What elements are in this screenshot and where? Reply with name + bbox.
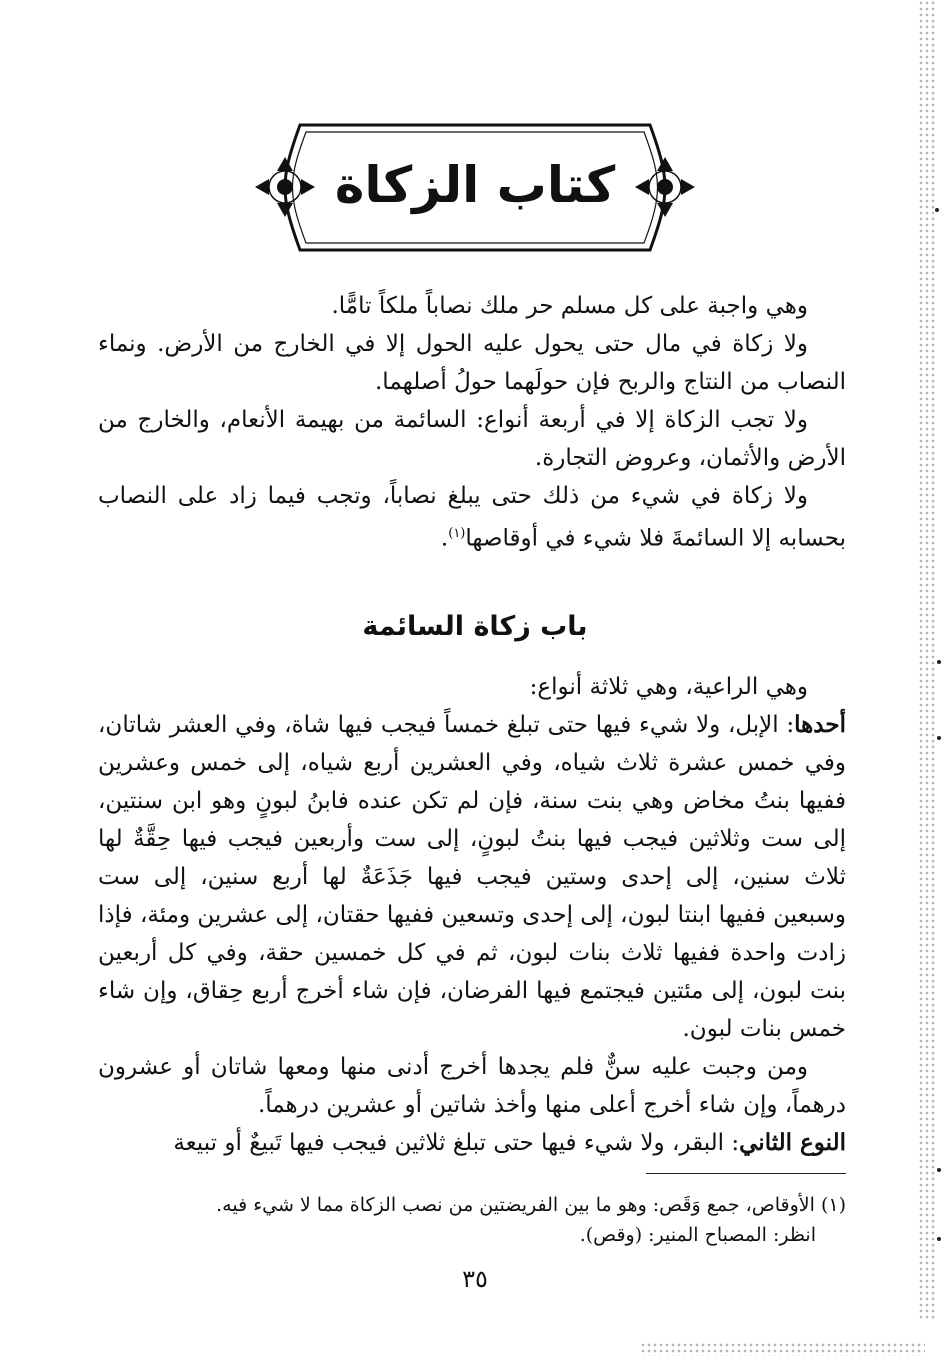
scan-speck (937, 1237, 941, 1241)
section-heading: باب زكاة السائمة (362, 611, 588, 642)
scanned-page-edge-bottom (640, 1342, 925, 1356)
scan-speck (937, 1168, 941, 1172)
substitute-paragraph: ومن وجبت عليه سنٌّ فلم يجدها أخرج أدنى منها ومعها شاتان أو عشرون درهماً، وإن شاء أخرج أعلى منها وأخذ شاتين أو عشرين درهماً. (98, 1054, 846, 1118)
first-type-paragraph: أحدها: الإبل، ولا شيء فيها حتى تبلغ خمساً فيجب فيها شاة، وفي العشر شاتان، وفي خمس عشرة ثلاث شياه، وفي العشرين أربع شياه، إلى خمس وعشرين ففيها بنتُ مخاض وهي بنت سنة، فإن لم تكن عنده فابنُ لبونٍ وهو ابن سنتين، إلى ست وثلاثين فيجب فيها بنتُ لبونٍ، إلى ست وأربعين فيجب فيها حِقَّةٌ لها ثلاث سنين، إلى إحدى وستين فيجب فيها جَذَعَةٌ لها أربع سنين، إلى ست وسبعين ففيها ابنتا لبون، إلى إحدى وتسعين ففيها حقتان، إلى عشرين ومئة، فإذا زادت واحدة ففيها ثلاث بنات لبون، ثم في كل خمسين حقة، وفي كل أربعين بنت لبون، إلى مئتين فيجتمع فيها الفرضان، فإن شاء أخرج أربع حِقاق، وإن شاء خمس بنات لبون. (98, 711, 846, 1042)
section-intro: وهي الراعية، وهي ثلاثة أنواع: (529, 674, 808, 700)
intro-paragraph: وهي واجبة على كل مسلم حر ملك نصاباً ملكاً تامًّا. (331, 293, 808, 319)
scan-speck (937, 736, 941, 740)
footnote-line: انظر: المصباح المنير: (وقص). (579, 1224, 816, 1246)
footnote-divider (646, 1173, 846, 1174)
second-type-label: النوع الثاني (739, 1129, 846, 1156)
page-number: ٣٥ (462, 1265, 488, 1293)
scanned-page-edge (918, 0, 936, 1320)
footnote (98, 1190, 846, 1250)
intro-paragraph: ولا زكاة في شيء من ذلك حتى يبلغ نصاباً، وتجب فيما زاد على النصاب بحسابه إلا السائمةَ فلا شيء في أوقاصها$^{(١)}$. (98, 483, 846, 552)
book-title: كتاب الزكاة (334, 156, 616, 214)
intro-paragraph: ولا زكاة في مال حتى يحول عليه الحول إلا في الخارج من الأرض. ونماء النصاب من النتاج والربح فإن حولَهما حولُ أصلهما. (98, 331, 846, 395)
intro-text (98, 287, 846, 558)
section-body (98, 668, 846, 1162)
footnote-line: (١) الأوقاص، جمع وَقَص: وهو ما بين الفريضتين من نصب الزكاة مما لا شيء فيه. (216, 1194, 846, 1216)
first-type-label: أحدها (794, 711, 846, 738)
footnote-marker[interactable]: (١) (448, 526, 466, 541)
second-type-paragraph: النوع الثاني: البقر، ولا شيء فيها حتى تبلغ ثلاثين فيجب فيها تَبيعٌ أو تبيعة (173, 1129, 846, 1156)
scan-speck (937, 660, 941, 664)
scan-speck (935, 208, 939, 212)
intro-paragraph: ولا تجب الزكاة إلا في أربعة أنواع: السائمة من بهيمة الأنعام، والخارج من الأرض والأثمان، وعروض التجارة. (98, 407, 846, 471)
